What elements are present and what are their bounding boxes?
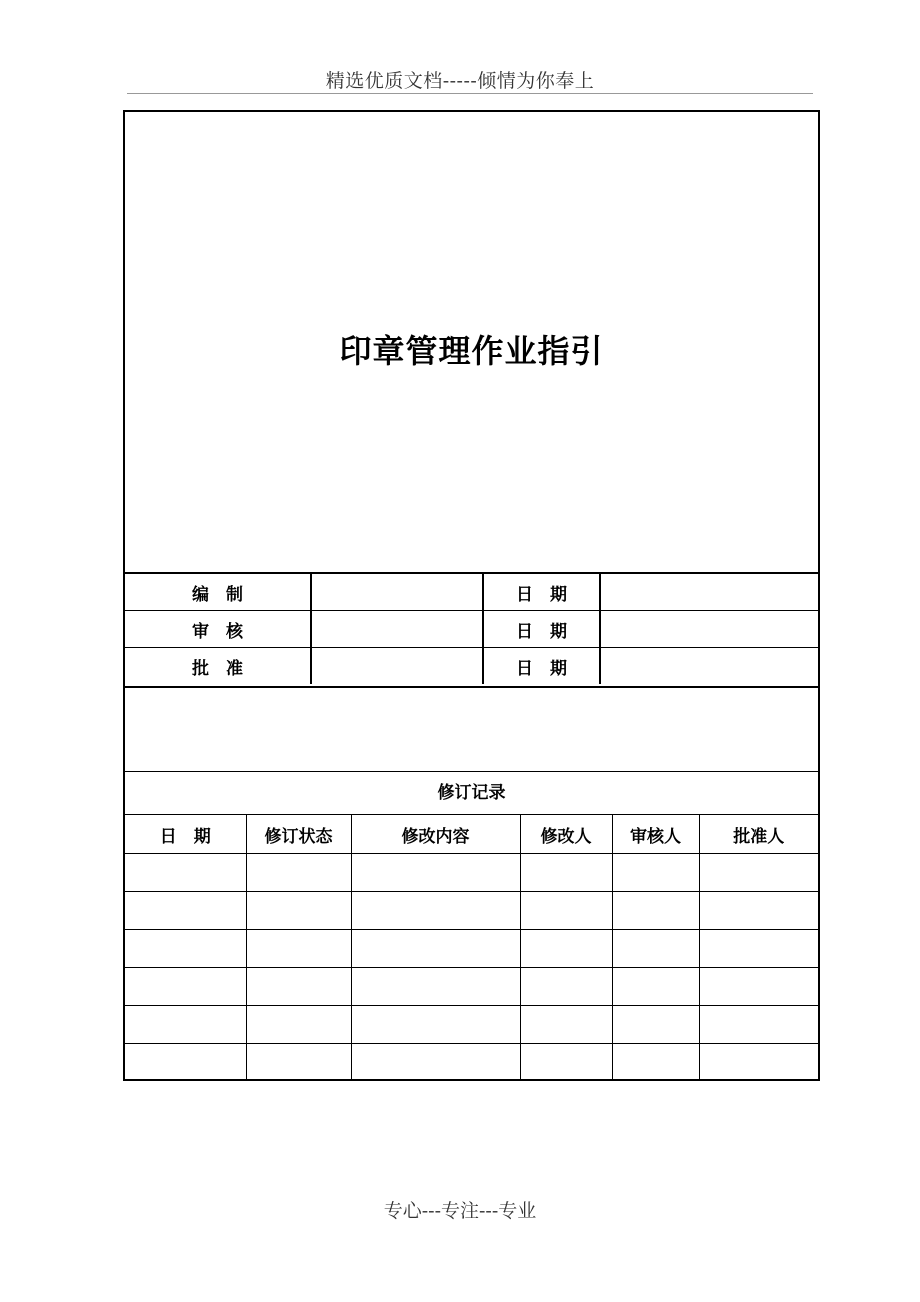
table-cell[interactable] bbox=[125, 968, 246, 1006]
revision-title: 修订记录 bbox=[125, 771, 818, 814]
table-cell[interactable] bbox=[699, 1006, 818, 1044]
column-header-status: 修订状态 bbox=[246, 815, 351, 854]
table-cell[interactable] bbox=[246, 892, 351, 930]
page-footer: 专心---专注---专业 bbox=[383, 1200, 537, 1222]
table-cell[interactable] bbox=[699, 930, 818, 968]
table-cell[interactable] bbox=[246, 1006, 351, 1044]
table-cell[interactable] bbox=[125, 1044, 246, 1082]
table-cell[interactable] bbox=[351, 1044, 520, 1082]
table-cell[interactable] bbox=[520, 892, 612, 930]
table-cell[interactable] bbox=[699, 892, 818, 930]
table-cell[interactable] bbox=[699, 1044, 818, 1082]
table-cell[interactable] bbox=[246, 930, 351, 968]
table-cell[interactable] bbox=[351, 1006, 520, 1044]
approval-value[interactable] bbox=[311, 648, 483, 685]
table-cell[interactable] bbox=[125, 892, 246, 930]
approval-label: 批 准 bbox=[125, 648, 311, 685]
table-row bbox=[125, 930, 818, 968]
approval-label: 编 制 bbox=[125, 573, 311, 611]
table-row bbox=[125, 1006, 818, 1044]
table-row bbox=[125, 968, 818, 1006]
approval-date-value[interactable] bbox=[600, 648, 818, 685]
table-cell[interactable] bbox=[612, 968, 699, 1006]
table-cell[interactable] bbox=[612, 892, 699, 930]
approval-value[interactable] bbox=[311, 573, 483, 611]
table-cell[interactable] bbox=[351, 892, 520, 930]
approval-date-label: 日 期 bbox=[483, 573, 600, 611]
table-cell[interactable] bbox=[125, 930, 246, 968]
table-cell[interactable] bbox=[520, 930, 612, 968]
approval-label: 审 核 bbox=[125, 611, 311, 648]
column-header-date: 日 期 bbox=[125, 815, 246, 854]
table-cell[interactable] bbox=[612, 854, 699, 892]
table-row bbox=[125, 1044, 818, 1082]
table-cell[interactable] bbox=[612, 1044, 699, 1082]
approval-date-label: 日 期 bbox=[483, 648, 600, 685]
table-cell[interactable] bbox=[520, 1006, 612, 1044]
page-header: 精选优质文档-----倾情为你奉上 bbox=[325, 70, 595, 92]
table-row bbox=[125, 854, 818, 892]
column-header-content: 修改内容 bbox=[351, 815, 520, 854]
table-cell[interactable] bbox=[125, 1006, 246, 1044]
column-header-modifier: 修改人 bbox=[520, 815, 612, 854]
table-cell[interactable] bbox=[520, 1044, 612, 1082]
table-cell[interactable] bbox=[699, 854, 818, 892]
approval-row bbox=[125, 648, 818, 685]
column-header-reviewer: 审核人 bbox=[612, 815, 699, 854]
approval-table bbox=[125, 572, 818, 684]
table-cell[interactable] bbox=[351, 930, 520, 968]
table-cell[interactable] bbox=[246, 1044, 351, 1082]
table-cell[interactable] bbox=[246, 854, 351, 892]
document-title: 印章管理作业指引 bbox=[339, 332, 604, 370]
table-cell[interactable] bbox=[351, 854, 520, 892]
table-cell[interactable] bbox=[125, 854, 246, 892]
approval-value[interactable] bbox=[311, 611, 483, 648]
table-cell[interactable] bbox=[520, 968, 612, 1006]
column-header-approver: 批准人 bbox=[699, 815, 818, 854]
table-cell[interactable] bbox=[351, 968, 520, 1006]
document-frame bbox=[123, 110, 820, 1081]
approval-row bbox=[125, 573, 818, 611]
revision-header-row bbox=[125, 815, 818, 854]
approval-row bbox=[125, 611, 818, 648]
table-cell[interactable] bbox=[520, 854, 612, 892]
revision-table bbox=[125, 814, 818, 1081]
table-cell[interactable] bbox=[612, 1006, 699, 1044]
table-cell[interactable] bbox=[699, 968, 818, 1006]
blank-section bbox=[125, 686, 818, 773]
approval-date-label: 日 期 bbox=[483, 611, 600, 648]
approval-date-value[interactable] bbox=[600, 573, 818, 611]
approval-date-value[interactable] bbox=[600, 611, 818, 648]
table-row bbox=[125, 892, 818, 930]
table-cell[interactable] bbox=[612, 930, 699, 968]
table-cell[interactable] bbox=[246, 968, 351, 1006]
header-rule bbox=[127, 93, 813, 94]
